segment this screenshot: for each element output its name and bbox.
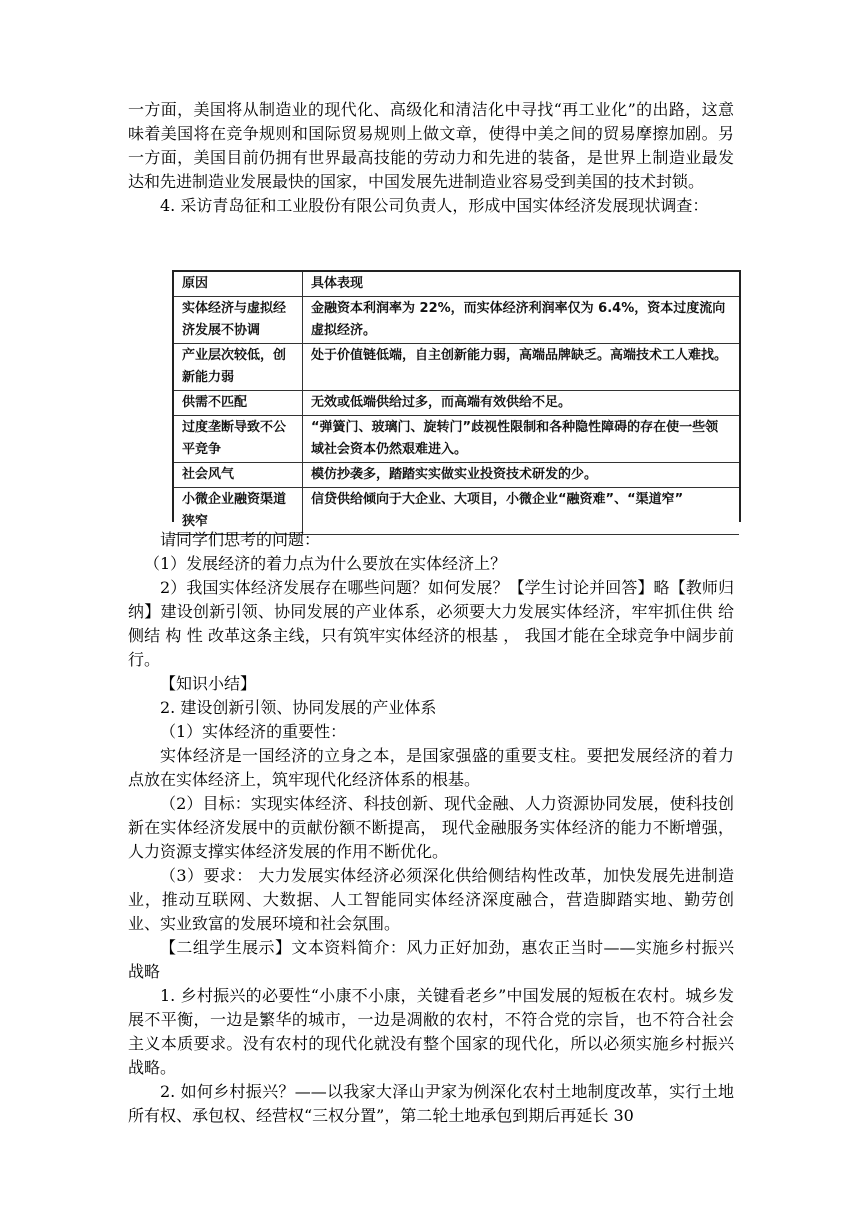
table-header-cause: 原因 [174, 271, 303, 297]
rural-paragraph-2: 2. 如何乡村振兴？——以我家大泽山尹家为例深化农村土地制度改革，实行土地所有权、承包权、经营权“三权分置”，第二轮土地承包到期后再延长 30 [128, 1082, 734, 1125]
intro-paragraph-1: 一方面，美国将从制造业的现代化、高级化和清洁化中寻找“再工业化”的出路，这意味着美国将在竞争规则和国际贸易规则上做文章，使得中美之间的贸易摩擦加剧。另一方面，美国目前仍拥有世界最高技能的劳动力和先进的装备，是世界上制造业最发达和先进制造业发展最快的国家，中国发展先进制造业容易受到美国的技术封锁。 [128, 100, 734, 191]
section-2-1-text: 实体经济是一国经济的立身之本，是国家强盛的重要支柱。要把发展经济的着力点放在实体经济上，筑牢现代化经济体系的根基。 [128, 746, 734, 789]
section-2-1-heading: （1）实体经济的重要性： [160, 722, 347, 741]
table-cell-cause: 小微企业融资渠道狭窄 [174, 488, 303, 535]
table-row [174, 463, 739, 488]
intro-section [128, 98, 734, 218]
table-cell-detail: 信贷供给倾向于大企业、大项目，小微企业“融资难”、“渠道窄” [303, 488, 740, 535]
body-section [128, 528, 734, 1128]
table-cell-detail: 金融资本利润率为 22%，而实体经济利润率仅为 6.4%，资本过度流向虚拟经济。 [303, 297, 740, 344]
table-cell-cause: 供需不匹配 [174, 391, 303, 416]
section-2-3-text: （3）要求： 大力发展实体经济必须深化供给侧结构性改革，加快发展先进制造业，推动互联网、大数据、人工智能同实体经济深度融合，营造脚踏实地、勤劳创业、实业致富的发展环境和社会氛围。 [128, 866, 734, 933]
question-1: （1）发展经济的着力点为什么要放在实体经济上？ [144, 554, 507, 573]
rural-paragraph-1: 1. 乡村振兴的必要性“小康不小康，关键看老乡”中国发展的短板在农村。城乡发展不平衡，一边是繁华的城市，一边是凋敝的农村，不符合党的宗旨，也不符合社会主义本质要求。没有农村的现代化就没有整个国家的现代化，所以必须实施乡村振兴战略。 [128, 986, 734, 1077]
table-cell-detail: 模仿抄袭多，踏踏实实做实业投资技术研发的少。 [303, 463, 740, 488]
table-cell-cause: 实体经济与虚拟经济发展不协调 [174, 297, 303, 344]
summary-heading: 【知识小结】 [160, 674, 257, 693]
section-2-heading: 2. 建设创新引领、协同发展的产业体系 [160, 698, 437, 717]
table-cell-cause: 过度垄断导致不公平竞争 [174, 416, 303, 463]
table-cell-cause: 社会风气 [174, 463, 303, 488]
group-2-heading: 【二组学生展示】文本资料简介：风力正好加劲，惠农正当时——实施乡村振兴战略 [128, 938, 734, 981]
table-cell-detail: 无效或低端供给过多，而高端有效供给不足。 [303, 391, 740, 416]
table-header-detail: 具体表现 [303, 271, 740, 297]
table-cell-detail: 处于价值链低端，自主创新能力弱，高端品牌缺乏。高端技术工人难找。 [303, 344, 740, 391]
table-cell-detail: “弹簧门、玻璃门、旋转门”歧视性限制和各种隐性障碍的存在使一些领域社会资本仍然艰难进入。 [303, 416, 740, 463]
table-row [174, 391, 739, 416]
intro-paragraph-2: 4. 采访青岛征和工业股份有限公司负责人，形成中国实体经济发展现状调查： [160, 196, 709, 215]
economy-status-table [172, 270, 741, 529]
table-row [174, 344, 739, 391]
section-2-2-text: （2）目标：实现实体经济、科技创新、现代金融、人力资源协同发展，使科技创新在实体经济发展中的贡献份额不断提高， 现代金融服务实体经济的能力不断增强，人力资源支撑实体经济发展的作用不断优化。 [128, 794, 734, 861]
question-2: 2）我国实体经济发展存在哪些问题？如何发展？【学生讨论并回答】略【教师归纳】建设创新引领、协同发展的产业体系，必须要大力发展实体经济，牢牢抓住供 给 侧结 构 性 改革这条主线，只有筑牢实体经济的根基 ， 我国才能在全球竞争中阔步前行。 [128, 578, 734, 669]
table-row [174, 297, 739, 344]
table-cell-cause: 产业层次较低，创新能力弱 [174, 344, 303, 391]
question-intro: 请同学们思考的问题： [160, 530, 321, 549]
table-header-row [174, 271, 739, 297]
table-row [174, 416, 739, 463]
